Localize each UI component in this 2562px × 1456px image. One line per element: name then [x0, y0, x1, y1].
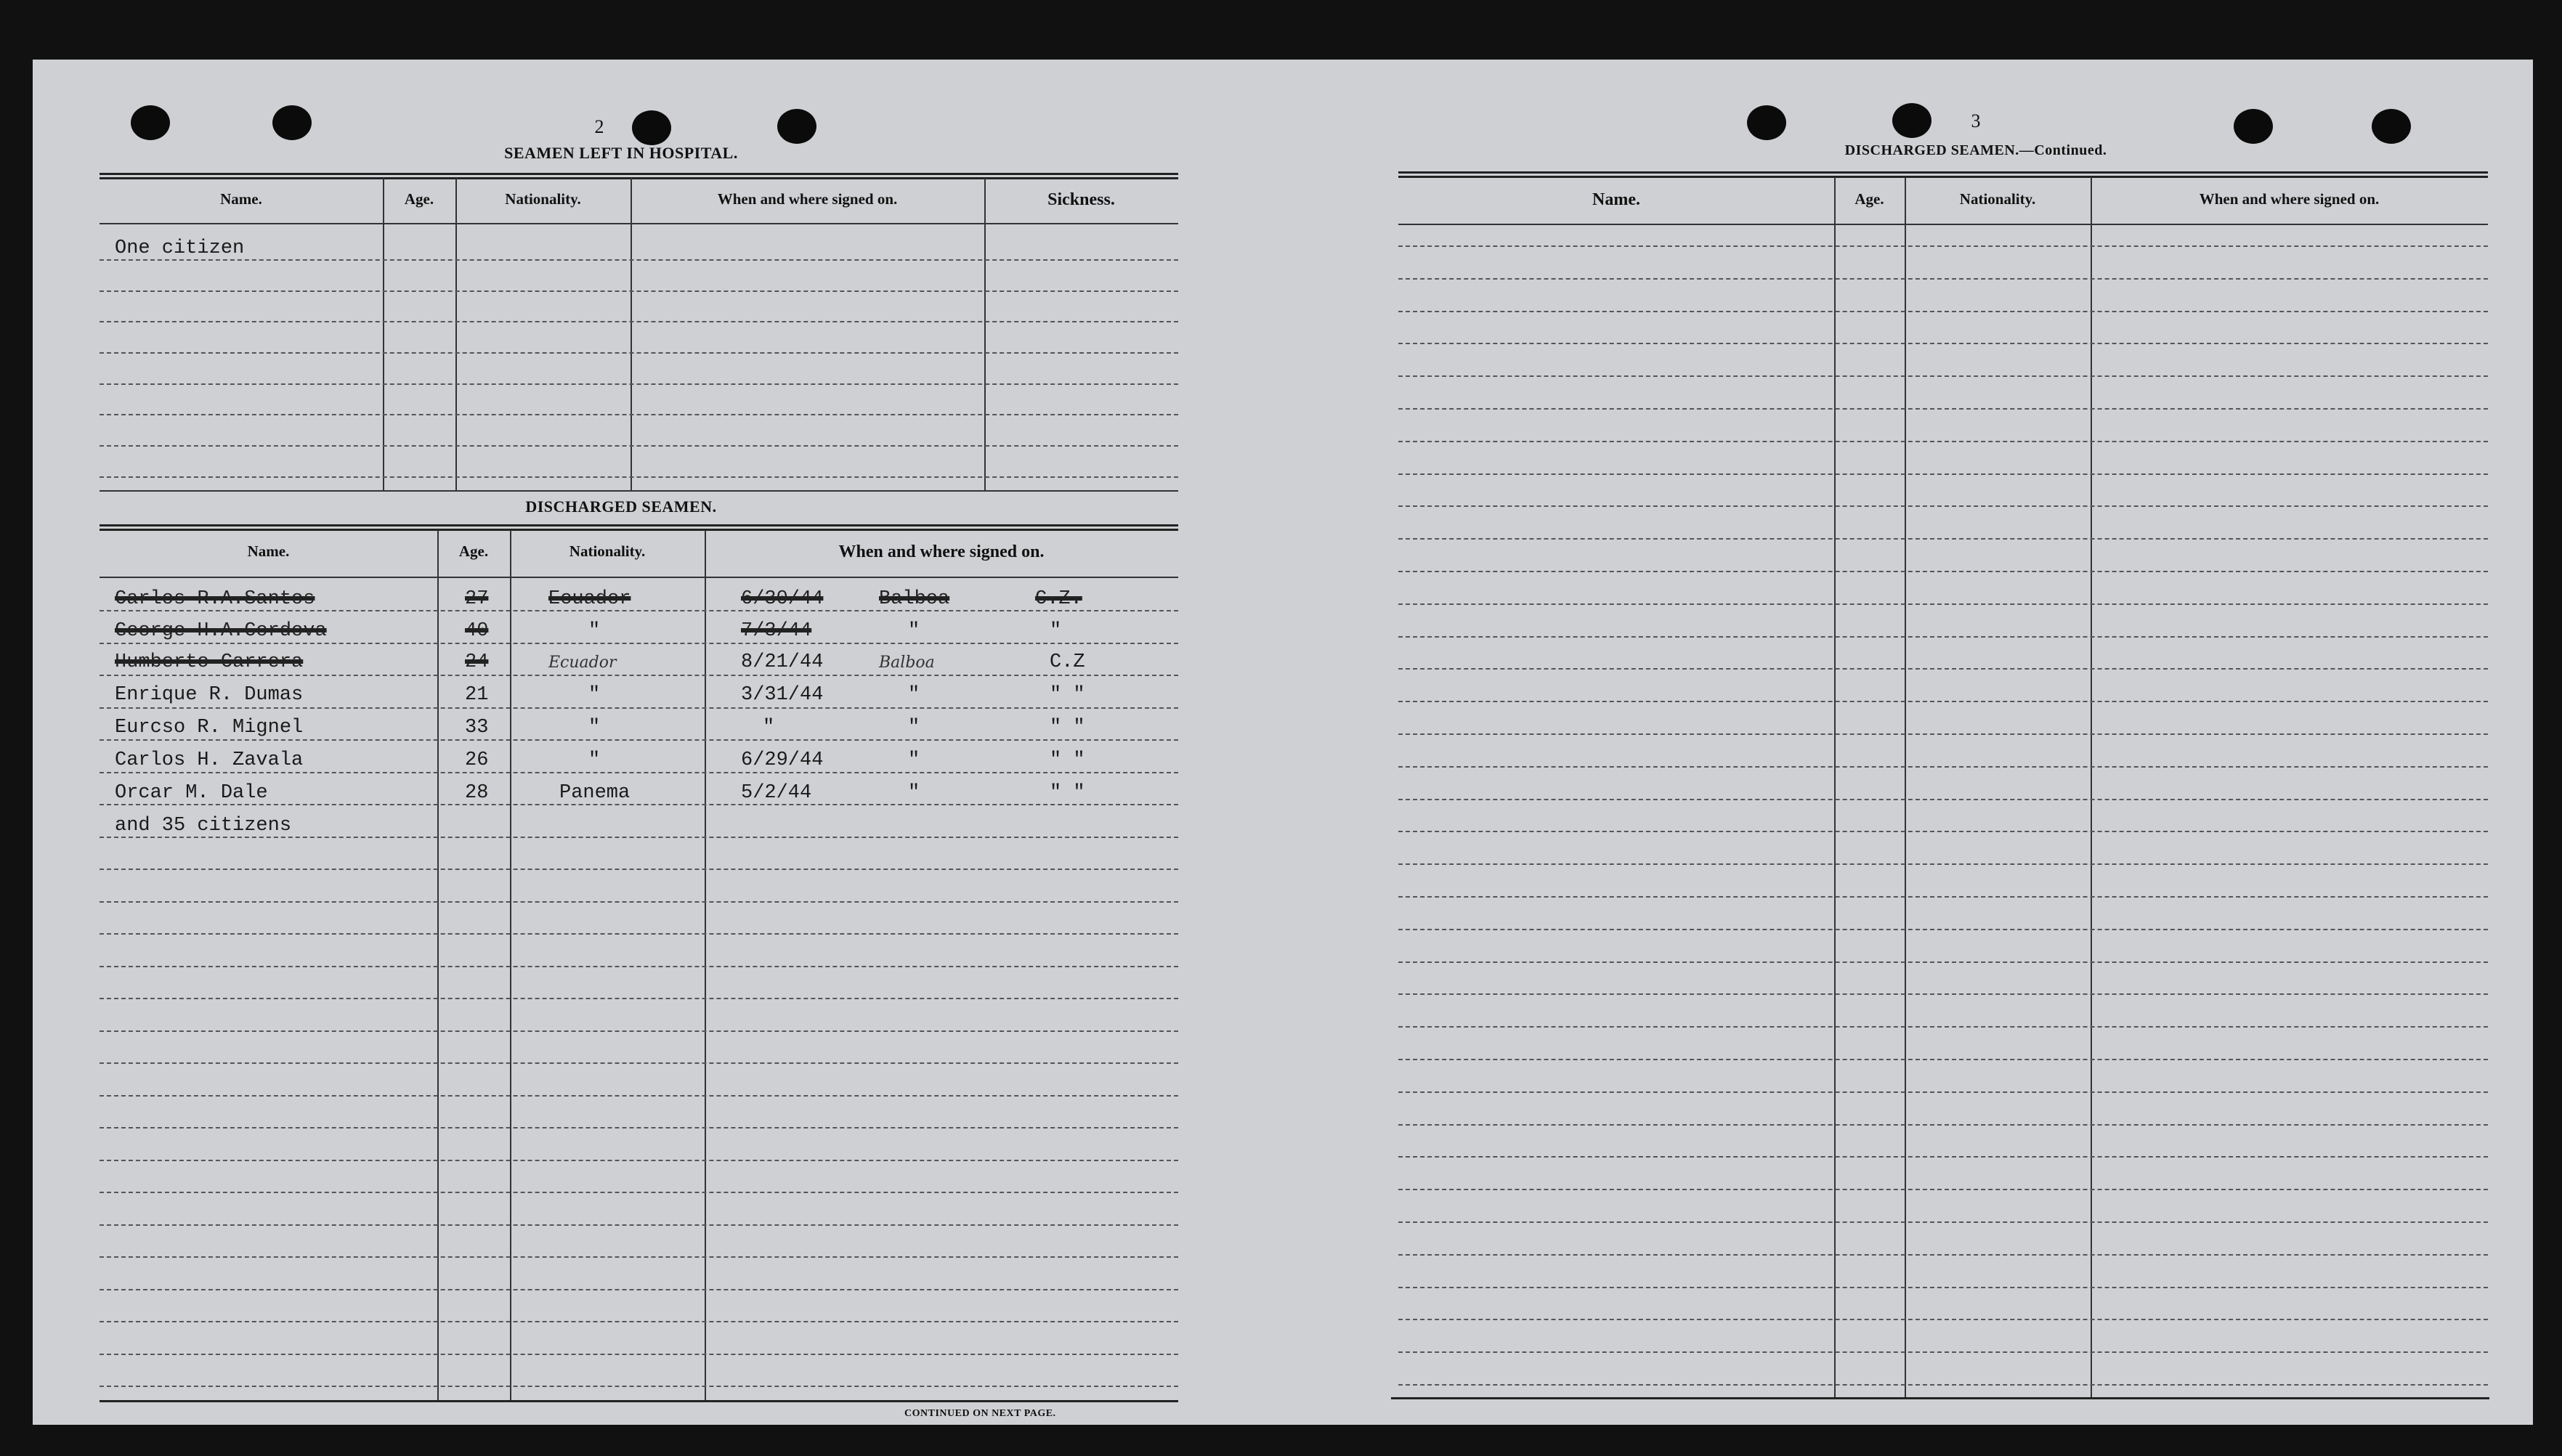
rule-line	[100, 675, 1178, 676]
rule-line	[1398, 831, 2488, 832]
row-date: 6/30/44	[741, 588, 824, 610]
row-nationality: Panema	[559, 782, 631, 804]
rule-line	[100, 610, 1178, 611]
continued-title: DISCHARGED SEAMEN.—Continued.	[1844, 142, 2107, 158]
rule-line	[1398, 993, 2488, 995]
row-place: "	[908, 782, 920, 804]
hospital-title: SEAMEN LEFT IN HOSPITAL.	[504, 144, 738, 162]
rule-line	[100, 901, 1178, 903]
row-name: Humberto Carrera	[115, 651, 304, 673]
rule-line	[100, 1386, 1178, 1387]
punch-hole	[131, 105, 170, 140]
discharged-header-age: Age.	[458, 542, 489, 560]
rule-line	[1398, 278, 2488, 280]
punch-hole	[1892, 103, 1931, 138]
rule-line	[100, 933, 1178, 935]
right-header-age: Age.	[1854, 190, 1884, 208]
row-zone: " "	[1050, 749, 1085, 771]
hospital-entry: One citizen	[115, 237, 245, 259]
right-header-signed-on: When and where signed on.	[2199, 190, 2380, 208]
rule-line	[1398, 408, 2488, 410]
rule-line	[1398, 896, 2488, 898]
rule-line	[100, 1321, 1178, 1322]
rule-line	[100, 1030, 1178, 1032]
punch-hole	[632, 110, 671, 145]
punch-hole	[2372, 109, 2411, 144]
rule-line	[1398, 961, 2488, 963]
rule-line	[1398, 1091, 2488, 1093]
row-date: 3/31/44	[741, 684, 824, 706]
rule-line	[1398, 733, 2488, 735]
right-header-nationality: Nationality.	[1959, 190, 2036, 208]
row-age: 33	[465, 717, 489, 739]
row-nationality: "	[588, 749, 601, 771]
rule-line	[1398, 1254, 2488, 1256]
rule-line	[1398, 1059, 2488, 1060]
rule-line	[1398, 1189, 2488, 1190]
rule-line	[100, 1095, 1178, 1097]
rule-line	[1398, 505, 2488, 507]
row-date: 6/29/44	[741, 749, 824, 771]
rule-line	[100, 643, 1178, 644]
row-nationality: "	[588, 684, 601, 706]
rule-line	[1398, 1156, 2488, 1158]
ledger-sheet	[33, 60, 2533, 1425]
row-date: 8/21/44	[741, 651, 824, 673]
row-place: "	[908, 717, 920, 739]
hospital-header-name: Name.	[220, 190, 262, 208]
rule-line	[1398, 473, 2488, 475]
rule-line	[1398, 636, 2488, 638]
discharged-header-name: Name.	[247, 542, 290, 560]
rule-line	[1398, 929, 2488, 930]
rule-line	[100, 739, 1178, 741]
punch-hole	[777, 109, 816, 144]
row-name: George H.A.Cordova	[115, 620, 327, 642]
row-name: and 35 citizens	[115, 815, 292, 837]
row-zone: "	[1050, 620, 1062, 642]
rule-line	[1398, 603, 2488, 605]
row-zone: " "	[1050, 782, 1085, 804]
rule-line	[1398, 375, 2488, 377]
rule-line	[1398, 343, 2488, 344]
rule-line	[100, 707, 1178, 709]
row-age: 40	[465, 620, 489, 642]
rule-line	[100, 1160, 1178, 1161]
rule-line	[1398, 311, 2488, 312]
rule-line	[100, 1289, 1178, 1290]
rule-line	[100, 1192, 1178, 1193]
row-zone: C.Z	[1050, 651, 1085, 673]
discharged-title: DISCHARGED SEAMEN.	[525, 497, 717, 516]
rule-line	[100, 772, 1178, 773]
row-name: Carlos R.A.Santos	[115, 588, 315, 610]
row-zone: " "	[1050, 684, 1085, 706]
rule-line	[1398, 1026, 2488, 1028]
row-place: "	[908, 684, 920, 706]
punch-hole	[1747, 105, 1786, 140]
rule-line	[1398, 1124, 2488, 1126]
rule-line	[1398, 571, 2488, 572]
rule-line	[100, 1127, 1178, 1128]
rule-line	[1398, 701, 2488, 702]
row-nationality: "	[588, 620, 601, 642]
row-age: 24	[465, 651, 489, 673]
hospital-header-nationality: Nationality.	[505, 190, 581, 208]
right-header-name: Name.	[1592, 190, 1640, 209]
rule-line	[100, 1062, 1178, 1064]
row-age: 26	[465, 749, 489, 771]
hospital-header-sickness: Sickness.	[1047, 190, 1115, 209]
row-place: "	[908, 749, 920, 771]
rule-line	[100, 869, 1178, 870]
row-nationality: Ecuador	[548, 654, 617, 672]
punch-hole	[272, 105, 312, 140]
rule-line	[1398, 766, 2488, 768]
row-place: Balboa	[879, 654, 935, 672]
row-date: "	[763, 717, 775, 739]
rule-line	[1398, 668, 2488, 670]
page-number: 2	[594, 116, 604, 137]
discharged-header-nationality: Nationality.	[569, 542, 646, 560]
page-number: 3	[1971, 110, 1981, 131]
rule-line	[1398, 1221, 2488, 1223]
row-date: 5/2/44	[741, 782, 812, 804]
row-place: "	[908, 620, 920, 642]
hospital-header-signed-on: When and where signed on.	[717, 190, 898, 208]
rule-line	[100, 998, 1178, 999]
row-name: Enrique R. Dumas	[115, 684, 304, 706]
row-date: 7/3/44	[741, 620, 812, 642]
row-age: 28	[465, 782, 489, 804]
rule-line	[1398, 1287, 2488, 1288]
row-zone: C.Z.	[1035, 588, 1082, 610]
rule-line	[1398, 441, 2488, 442]
rule-line	[1398, 538, 2488, 540]
rule-line	[100, 966, 1178, 967]
row-place: Balboa	[879, 588, 950, 610]
rule-line	[100, 1256, 1178, 1258]
rule-line	[1398, 245, 2488, 247]
rule-line	[1398, 1351, 2488, 1353]
hospital-header-age: Age.	[404, 190, 434, 208]
rule-line	[1398, 863, 2488, 865]
discharged-header-signed-on: When and where signed on.	[838, 542, 1045, 561]
row-age: 21	[465, 684, 489, 706]
row-nationality: "	[588, 717, 601, 739]
row-age: 27	[465, 588, 489, 610]
continued-note: CONTINUED ON NEXT PAGE.	[904, 1408, 1056, 1419]
rule-line	[1398, 1319, 2488, 1320]
punch-hole	[2234, 109, 2273, 144]
row-zone: " "	[1050, 717, 1085, 739]
row-name: Orcar M. Dale	[115, 782, 268, 804]
row-name: Carlos H. Zavala	[115, 749, 304, 771]
rule-line	[100, 1224, 1178, 1226]
row-name: Eurcso R. Mignel	[115, 717, 304, 739]
rule-line	[100, 1354, 1178, 1355]
rule-line	[1398, 799, 2488, 800]
rule-line	[1398, 1384, 2488, 1386]
rule-line	[100, 804, 1178, 805]
row-nationality: Ecuador	[548, 588, 631, 610]
